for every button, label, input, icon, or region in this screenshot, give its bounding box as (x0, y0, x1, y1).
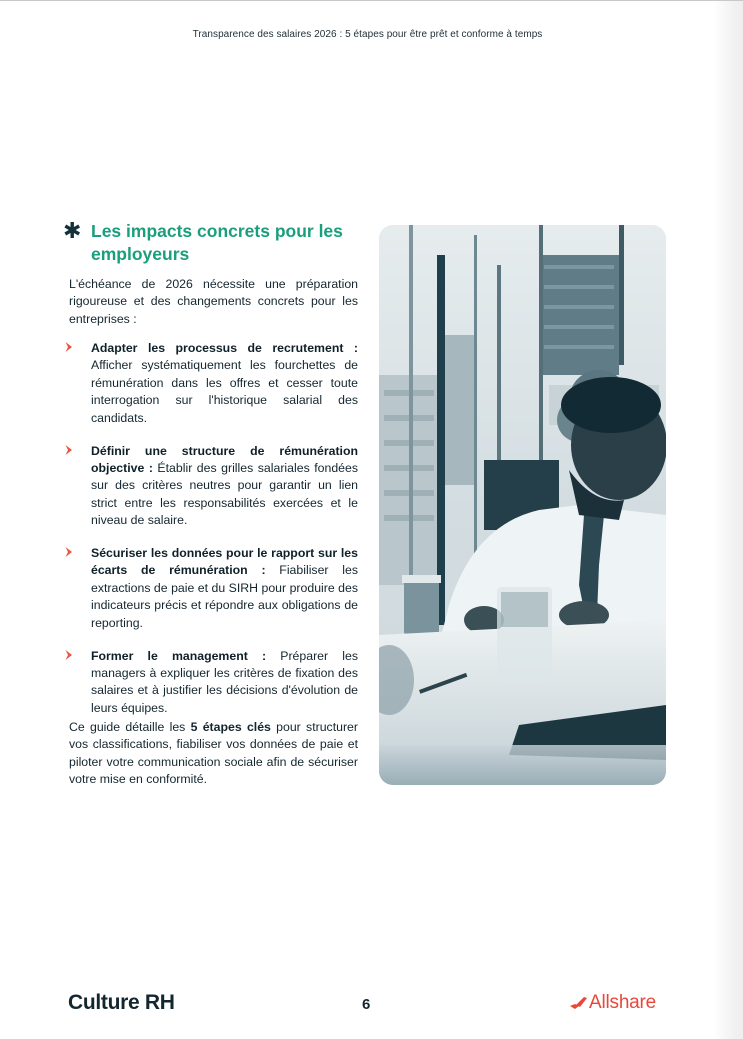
item-lead: Sécuriser les données pour le rapport sur les écarts de rémunération : (91, 546, 358, 578)
page-edge-shadow (713, 1, 743, 1039)
chevron-right-icon (64, 546, 74, 558)
list-item (64, 545, 358, 632)
asterisk-icon: ✱ (63, 218, 82, 243)
list-item (64, 340, 358, 427)
item-lead: Former le management : (91, 648, 267, 663)
item-body: Afficher systématiquement les fourchettes de rémunération dans les offres et cesser toute interrogation sur l'historique salarial des candidats. (91, 358, 358, 425)
item-lead: Définir une structure de rémunération objective : (91, 443, 358, 475)
office-photo-illustration (379, 225, 666, 785)
impact-list (64, 340, 358, 733)
section-title: Les impacts concrets pour les employeurs (91, 221, 343, 264)
office-photo (379, 225, 666, 785)
item-body: Établir des grilles salariales fondées sur des critères neutres pour garantir un lien strict entre les responsabilités exercées et le niveau de salaire. (91, 460, 358, 528)
list-item (64, 443, 358, 530)
page-number: 6 (362, 996, 371, 1013)
list-item (64, 648, 358, 718)
allshare-logo (569, 992, 656, 1014)
outro-paragraph (69, 719, 358, 789)
allshare-logo-mark-icon (569, 994, 588, 1012)
chevron-right-icon (64, 649, 74, 661)
item-body: Préparer les managers à expliquer les critères de fixation des salaires et à justifier les décisions d'évolution de leurs équipes. (91, 648, 358, 715)
outro-text: pour structurer vos classifications, fiabiliser vos données de paie et piloter votre communication sociale afin de sécuriser votre mise en conformité. (69, 720, 358, 787)
item-body: Fiabiliser les extractions de paie et du SIRH pour produire des indicateurs précis et répondre aux obligations de reporting. (91, 563, 358, 630)
item-lead: Adapter les processus de recrutement : (91, 341, 358, 355)
outro-emphasis: 5 étapes clés (190, 720, 271, 734)
chevron-right-icon (64, 341, 74, 353)
running-header: Transparence des salaires 2026 : 5 étapes pour être prêt et conforme à temps (192, 29, 543, 40)
footer-brand: Culture RH (68, 991, 175, 1014)
top-rule (0, 0, 743, 1)
outro-text: Ce guide détaille les (69, 720, 191, 734)
chevron-right-icon (64, 444, 74, 456)
logo-text: Allshare (589, 992, 657, 1013)
intro-paragraph: L'échéance de 2026 nécessite une préparation rigoureuse et des changements concrets pour les entreprises : (69, 277, 358, 326)
